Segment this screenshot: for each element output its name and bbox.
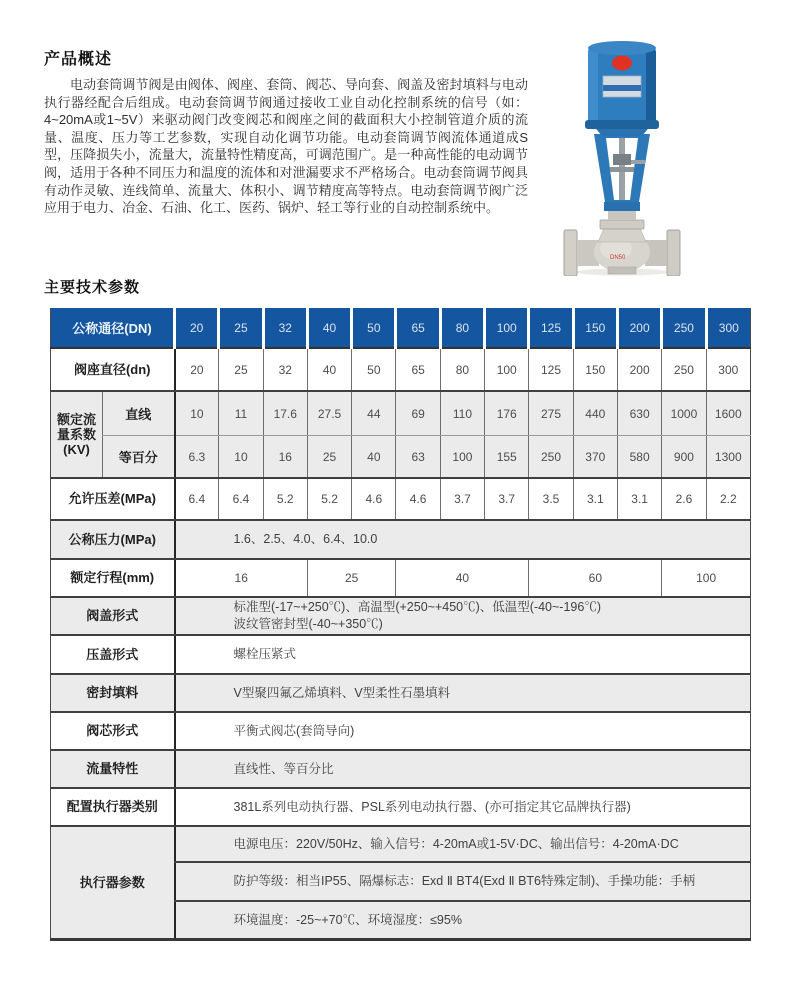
- table-cell: 3.5: [529, 478, 573, 520]
- row-actuator-params-1: [51, 826, 751, 862]
- table-cell: 440: [573, 391, 617, 436]
- row-label: 阀芯形式: [51, 712, 175, 750]
- table-cell: 80: [440, 348, 484, 391]
- table-cell: 5.2: [263, 478, 307, 520]
- table-cell: 40: [307, 348, 351, 391]
- col-header: 150: [573, 308, 617, 348]
- tech-params-heading: 主要技术参数: [44, 279, 141, 296]
- overview-heading: 产品概述: [44, 51, 113, 68]
- table-cell: 平衡式阀芯(套筒导向): [175, 712, 751, 750]
- col-header-dn: 公称通径(DN): [51, 308, 175, 348]
- row-label: 阀座直径(dn): [51, 348, 175, 391]
- table-cell: 6.3: [175, 436, 219, 479]
- table-cell: 200: [617, 348, 661, 391]
- table-cell: 16: [263, 436, 307, 479]
- col-header: 40: [307, 308, 351, 348]
- table-cell: 螺栓压紧式: [175, 635, 751, 674]
- row-plug-type: [51, 712, 751, 750]
- row-label: 执行器参数: [51, 826, 175, 940]
- row-label: 允许压差(MPa): [51, 478, 175, 520]
- table-cell: 69: [396, 391, 440, 436]
- table-cell: 580: [617, 436, 661, 479]
- table-cell: 65: [396, 348, 440, 391]
- table-cell: 4.6: [396, 478, 440, 520]
- table-cell: 50: [352, 348, 396, 391]
- table-cell: 11: [219, 391, 263, 436]
- row-bonnet-type: [51, 597, 751, 635]
- tech-params-table: [50, 308, 751, 941]
- table-cell: V型聚四氟乙烯填料、V型柔性石墨填料: [175, 674, 751, 712]
- table-cell: 25: [219, 348, 263, 391]
- table-cell: 20: [175, 348, 219, 391]
- table-cell: 32: [263, 348, 307, 391]
- row-label: 阀盖形式: [51, 597, 175, 635]
- table-cell: 125: [529, 348, 573, 391]
- table-cell: 4.6: [352, 478, 396, 520]
- col-header: 200: [617, 308, 661, 348]
- table-cell: 3.1: [573, 478, 617, 520]
- table-cell: [175, 597, 751, 635]
- row-nominal-pressure: [51, 520, 751, 559]
- table-cell: 100: [662, 559, 751, 597]
- table-cell: 环境温度：-25~+70℃、环境湿度：≤95%: [175, 901, 751, 940]
- row-actuator-category: [51, 788, 751, 826]
- table-cell: 40: [396, 559, 529, 597]
- table-cell: 100: [440, 436, 484, 479]
- row-rated-travel: [51, 559, 751, 597]
- table-cell: 40: [352, 436, 396, 479]
- table-cell: 10: [219, 436, 263, 479]
- overview-paragraph: 电动套筒调节阀是由阀体、阀座、套筒、阀芯、导向套、阀盖及密封填料与电动执行器经配合后组成。电动套筒调节阀通过接收工业自动化控制系统的信号（如：4~20mA或1~5V）来驱动阀门改变阀芯和阀座之间的截面积大小控制管道介质的流量、温度、压力等工艺参数，实现自动化调节功能。电动套筒调节阀流体通道成S型，压降损失小，流量大，流量特性精度高，可调范围广。是一种高性能的电动调节阀，适用于各种不同压力和温度的流体和对泄漏要求不严格场合。电动套筒调节阀具有动作灵敏、连线简单、流量大、体积小、调节精度高等特点。电动套筒调节阀广泛应用于电力、冶金、石油、化工、医药、锅炉、轻工等行业的自动控制系统中。: [44, 77, 528, 216]
- table-cell: 10: [175, 391, 219, 436]
- col-header: 25: [219, 308, 263, 348]
- row-label: 密封填料: [51, 674, 175, 712]
- table-cell: 370: [573, 436, 617, 479]
- table-cell: 27.5: [307, 391, 351, 436]
- row-label: 额定行程(mm): [51, 559, 175, 597]
- col-header: 300: [706, 308, 750, 348]
- table-cell: 2.2: [706, 478, 750, 520]
- table-cell: 1000: [662, 391, 706, 436]
- table-cell: 110: [440, 391, 484, 436]
- table-cell: 5.2: [307, 478, 351, 520]
- col-header: 250: [662, 308, 706, 348]
- table-cell: 250: [662, 348, 706, 391]
- row-pressure-diff: [51, 478, 751, 520]
- row-packing: [51, 674, 751, 712]
- table-cell: 300: [706, 348, 750, 391]
- table-cell: 2.6: [662, 478, 706, 520]
- valve-marking: DN50: [610, 255, 626, 261]
- row-sublabel: 等百分: [103, 436, 175, 479]
- row-label: 配置执行器类别: [51, 788, 175, 826]
- row-kv-equal-percent: [51, 436, 751, 479]
- row-label: 压盖形式: [51, 635, 175, 674]
- table-cell: 3.1: [617, 478, 661, 520]
- table-cell: 100: [485, 348, 529, 391]
- table-cell: 44: [352, 391, 396, 436]
- bonnet-line-1: 标准型(-17~+250℃)、高温型(+250~+450℃)、低温型(-40~-196℃): [233, 600, 601, 614]
- table-cell: 630: [617, 391, 661, 436]
- row-label: 公称压力(MPa): [51, 520, 175, 559]
- col-header: 80: [440, 308, 484, 348]
- table-cell: 电源电压：220V/50Hz、输入信号：4-20mA或1-5V·DC、输出信号：4-20mA·DC: [175, 826, 751, 862]
- table-cell: 1300: [706, 436, 750, 479]
- col-header: 125: [529, 308, 573, 348]
- row-gland-type: [51, 635, 751, 674]
- table-cell: 16: [175, 559, 308, 597]
- table-cell: 6.4: [175, 478, 219, 520]
- table-cell: 6.4: [219, 478, 263, 520]
- table-cell: 150: [573, 348, 617, 391]
- table-cell: 防护等级：相当IP55、隔爆标志：Exd Ⅱ BT4(Exd Ⅱ BT6特殊定制)、手操功能：手柄: [175, 862, 751, 901]
- table-cell: 1600: [706, 391, 750, 436]
- table-cell: 直线性、等百分比: [175, 750, 751, 788]
- product-photo-valve-actuator: [548, 36, 748, 276]
- row-sublabel: 直线: [103, 391, 175, 436]
- row-kv-linear: [51, 391, 751, 436]
- table-cell: 176: [485, 391, 529, 436]
- bonnet-line-2: 波纹管密封型(-40~+350℃): [233, 617, 383, 631]
- col-header: 50: [352, 308, 396, 348]
- table-cell: 63: [396, 436, 440, 479]
- row-flow-characteristic: [51, 750, 751, 788]
- col-header: 20: [175, 308, 219, 348]
- table-cell: 17.6: [263, 391, 307, 436]
- table-cell: 25: [307, 559, 396, 597]
- row-label: 流量特性: [51, 750, 175, 788]
- table-cell: 900: [662, 436, 706, 479]
- table-cell: 3.7: [440, 478, 484, 520]
- table-cell: 250: [529, 436, 573, 479]
- table-cell: 381L系列电动执行器、PSL系列电动执行器、(亦可指定其它品牌执行器): [175, 788, 751, 826]
- row-seat-diameter: [51, 348, 751, 391]
- table-cell: 155: [485, 436, 529, 479]
- col-header: 32: [263, 308, 307, 348]
- table-cell: 25: [307, 436, 351, 479]
- col-header: 65: [396, 308, 440, 348]
- row-label-kv: 额定流量系数(KV): [51, 391, 103, 478]
- col-header: 100: [485, 308, 529, 348]
- table-cell: 275: [529, 391, 573, 436]
- table-header-row: [51, 308, 751, 348]
- table-cell: 1.6、2.5、4.0、6.4、10.0: [175, 520, 751, 559]
- table-cell: 3.7: [485, 478, 529, 520]
- actuator-red-dot: [612, 56, 632, 71]
- table-cell: 60: [529, 559, 662, 597]
